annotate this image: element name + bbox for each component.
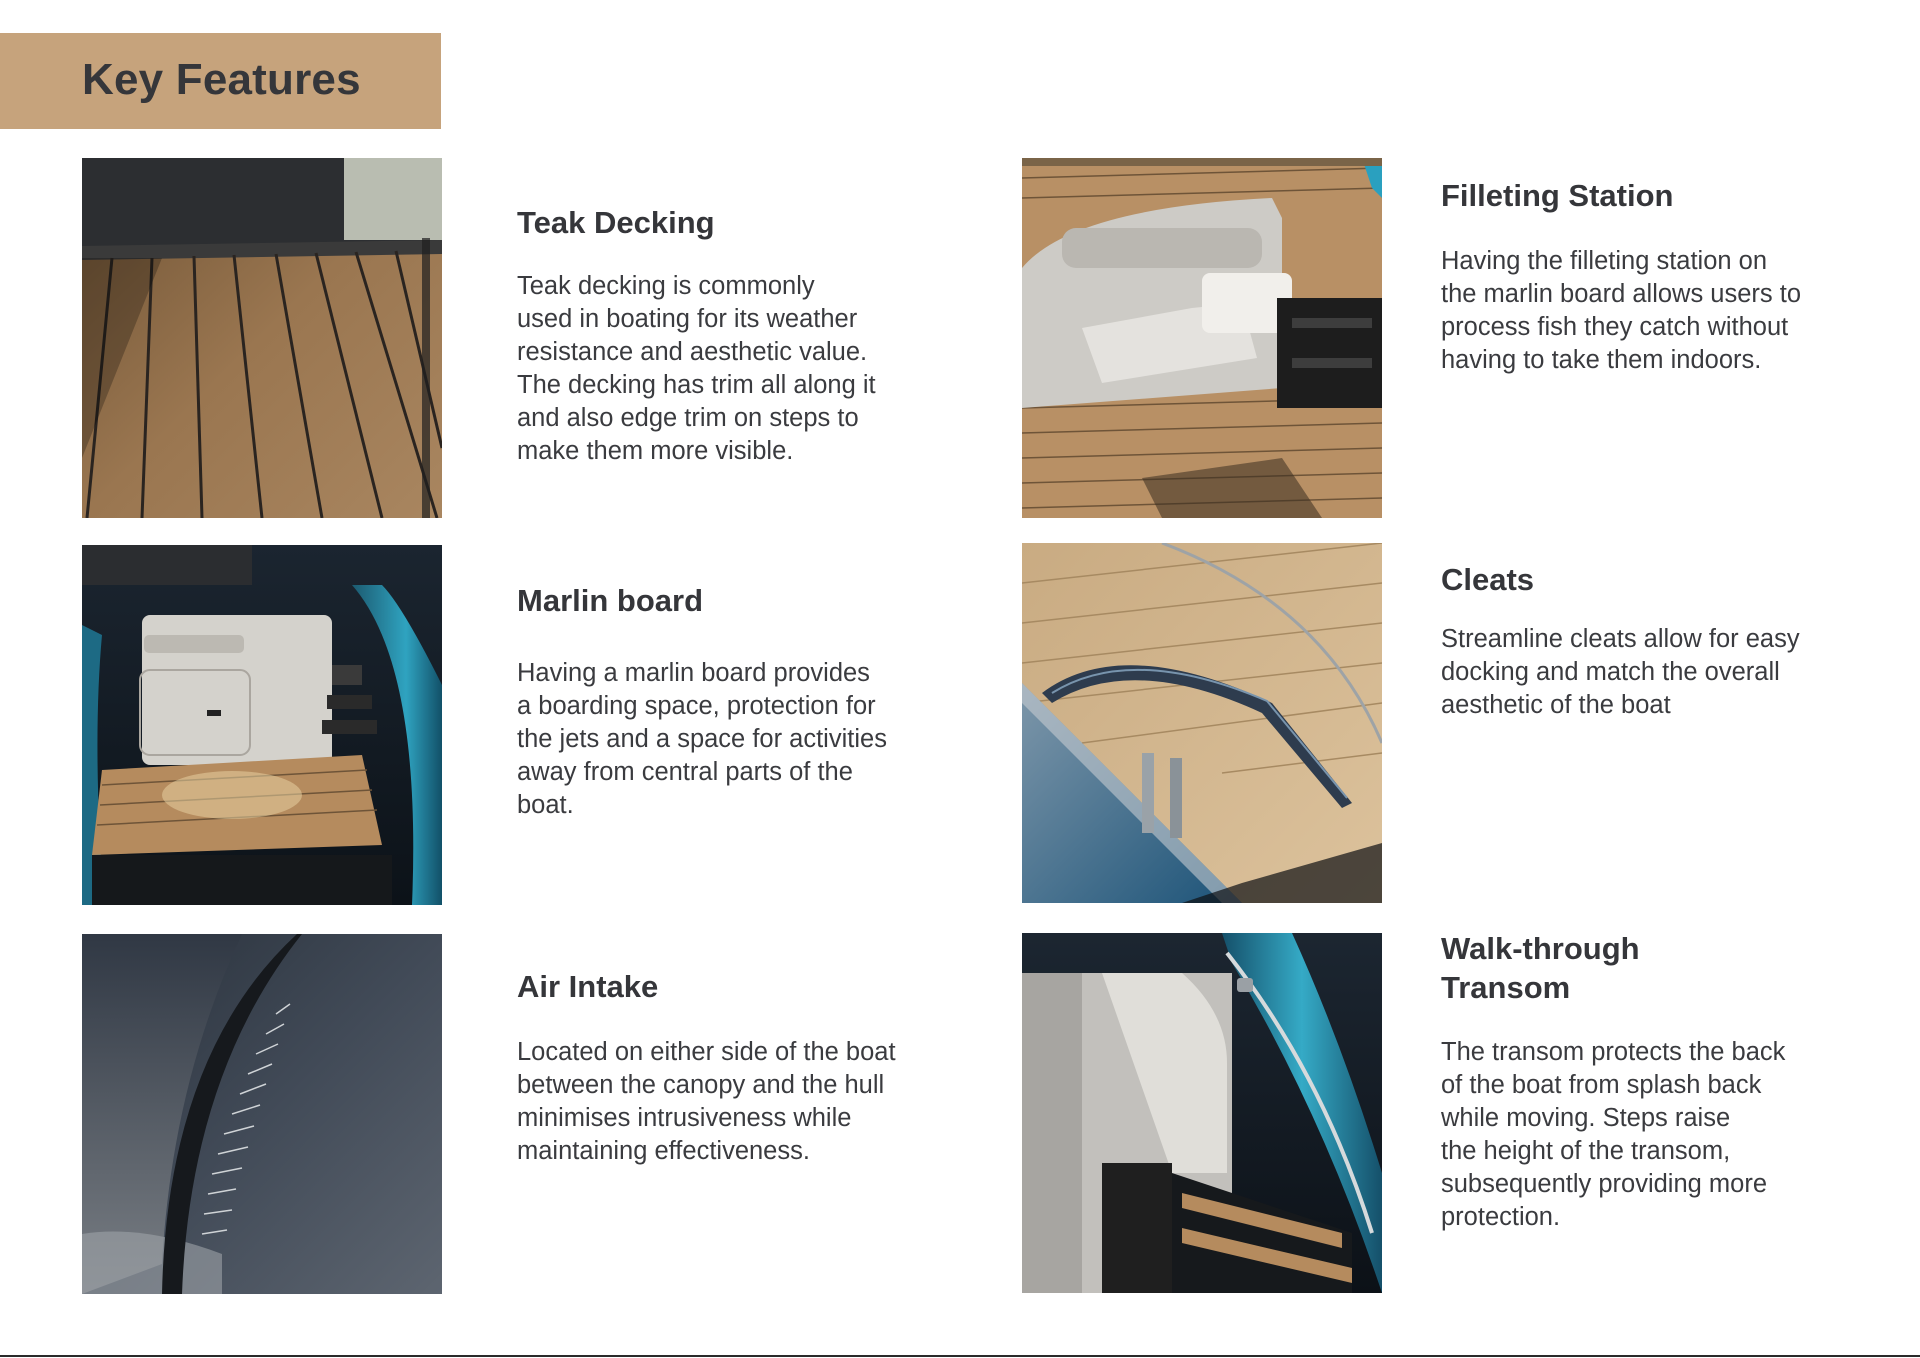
feature-description-filleting-station: Having the filleting station on the marlin board allows users to process fish they catch without having to take them indoors.	[1441, 247, 1802, 374]
cleats-photo	[1022, 543, 1382, 903]
feature-description-cleats: Streamline cleats allow for easy docking and match the overall aesthetic of the boat	[1441, 625, 1800, 719]
marlin-board-photo	[82, 545, 442, 905]
page-title: Key Features	[82, 55, 361, 104]
feature-description-marlin-board: Having a marlin board provides a boarding space, protection for the jets and a space for activities away from central parts of the boat.	[517, 659, 887, 819]
walk-through-transom-photo	[1022, 933, 1382, 1293]
feature-title-filleting-station: Filleting Station	[1441, 178, 1674, 213]
teak-decking-photo	[82, 158, 442, 518]
air-intake-photo	[82, 934, 442, 1294]
feature-title-cleats: Cleats	[1441, 562, 1535, 597]
filleting-station-photo	[1022, 158, 1382, 518]
feature-title-air-intake: Air Intake	[517, 969, 659, 1004]
header-banner	[0, 33, 441, 129]
feature-description-teak-decking: Teak decking is commonly used in boating for its weather resistance and aesthetic value. The decking has trim all along it and also edge trim on steps to make them more visible.	[517, 272, 876, 465]
feature-title-marlin-board: Marlin board	[517, 583, 704, 618]
feature-title-walk-through-transom: Walk-through Transom	[1441, 931, 1640, 1005]
feature-description-air-intake: Located on either side of the boat between the canopy and the hull minimises intrusiveness while maintaining effectiveness.	[517, 1038, 896, 1165]
feature-description-walk-through-transom: The transom protects the back of the boat from splash back while moving. Steps raise the height of the transom, subsequently providing more protection.	[1441, 1038, 1786, 1231]
bottom-rule	[0, 1355, 1920, 1357]
feature-title-teak-decking: Teak Decking	[517, 205, 715, 240]
